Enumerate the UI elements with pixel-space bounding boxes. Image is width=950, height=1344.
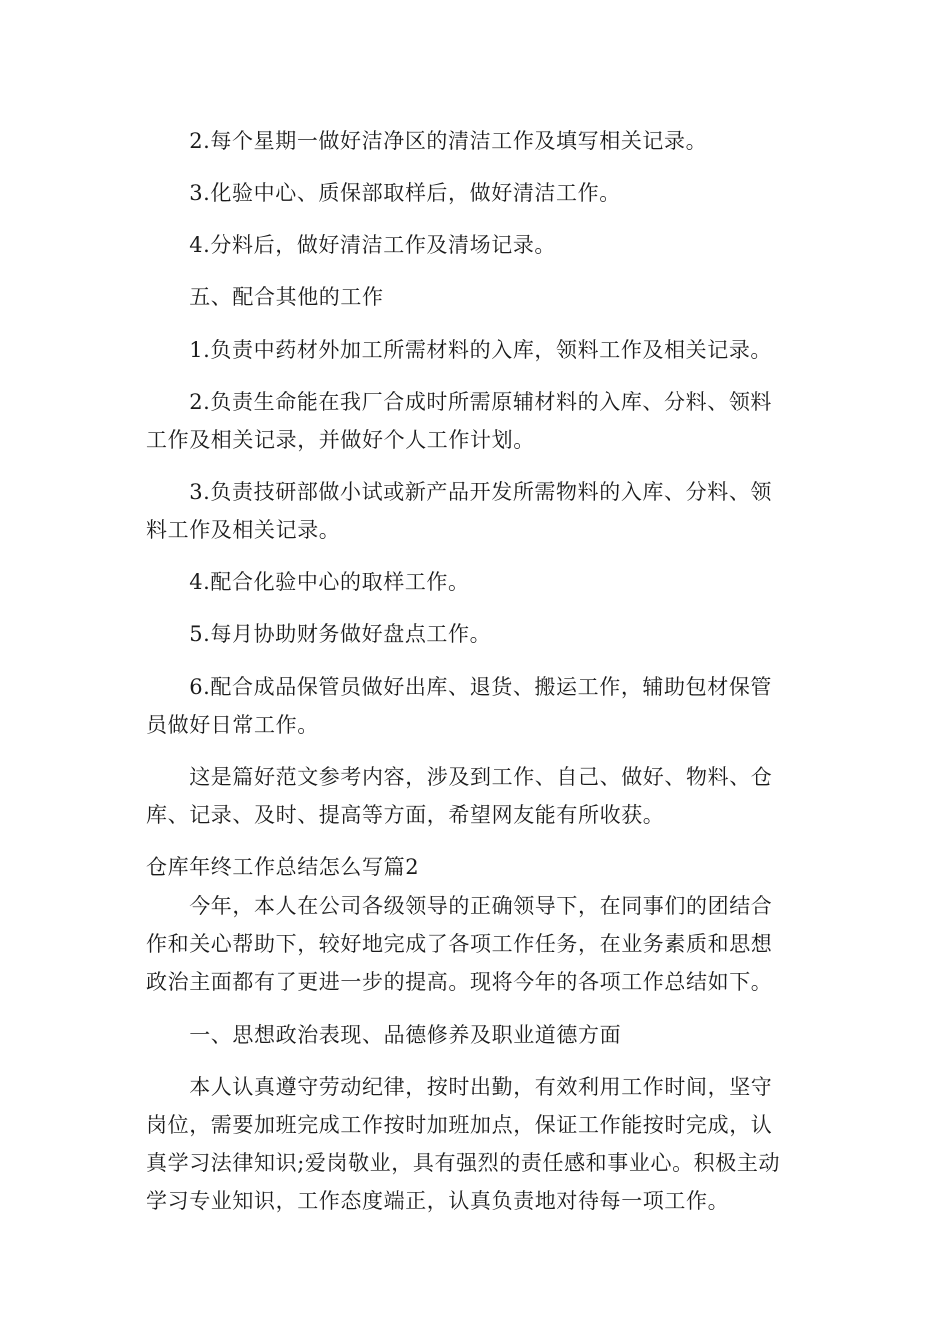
paragraph-line: 真学习法律知识;爱岗敬业，具有强烈的责任感和事业心。积极主动	[146, 1151, 781, 1175]
paragraph-line: 岗位，需要加班完成工作按时加班加点，保证工作能按时完成，认	[146, 1113, 773, 1137]
paragraph-line: 员做好日常工作。	[146, 713, 319, 737]
document-heading: 仓库年终工作总结怎么写篇2	[146, 855, 420, 879]
paragraph-line: 这是篇好范文参考内容，涉及到工作、自己、做好、物料、仓	[146, 765, 773, 789]
paragraph-line: 2.每个星期一做好洁净区的清洁工作及填写相关记录。	[146, 129, 708, 153]
paragraph-line: 工作及相关记录，并做好个人工作计划。	[146, 428, 535, 452]
paragraph-line: 今年，本人在公司各级领导的正确领导下，在同事们的团结合	[146, 894, 773, 918]
paragraph-line: 4.配合化验中心的取样工作。	[146, 570, 470, 594]
paragraph-line: 6.配合成品保管员做好出库、退货、搬运工作，辅助包材保管	[146, 675, 773, 699]
paragraph-line: 库、记录、及时、提高等方面，希望网友能有所收获。	[146, 803, 665, 827]
section-heading: 五、配合其他的工作	[146, 285, 384, 309]
paragraph-line: 学习专业知识，工作态度端正，认真负责地对待每一项工作。	[146, 1189, 730, 1213]
paragraph-line: 5.每月协助财务做好盘点工作。	[146, 622, 492, 646]
paragraph-line: 作和关心帮助下，较好地完成了各项工作任务，在业务素质和思想	[146, 932, 773, 956]
paragraph-line: 政治主面都有了更进一步的提高。现将今年的各项工作总结如下。	[146, 970, 773, 994]
section-heading: 一、思想政治表现、品德修养及职业道德方面	[146, 1023, 622, 1047]
paragraph-line: 本人认真遵守劳动纪律，按时出勤，有效利用工作时间，坚守	[146, 1075, 773, 1099]
paragraph-line: 4.分料后，做好清洁工作及清场记录。	[146, 233, 557, 257]
paragraph-line: 1.负责中药材外加工所需材料的入库，领料工作及相关记录。	[146, 338, 773, 362]
paragraph-line: 料工作及相关记录。	[146, 518, 341, 542]
paragraph-line: 2.负责生命能在我厂合成时所需原辅材料的入库、分料、领料	[146, 390, 773, 414]
paragraph-line: 3.化验中心、质保部取样后，做好清洁工作。	[146, 181, 621, 205]
paragraph-line: 3.负责技研部做小试或新产品开发所需物料的入库、分料、领	[146, 480, 773, 504]
